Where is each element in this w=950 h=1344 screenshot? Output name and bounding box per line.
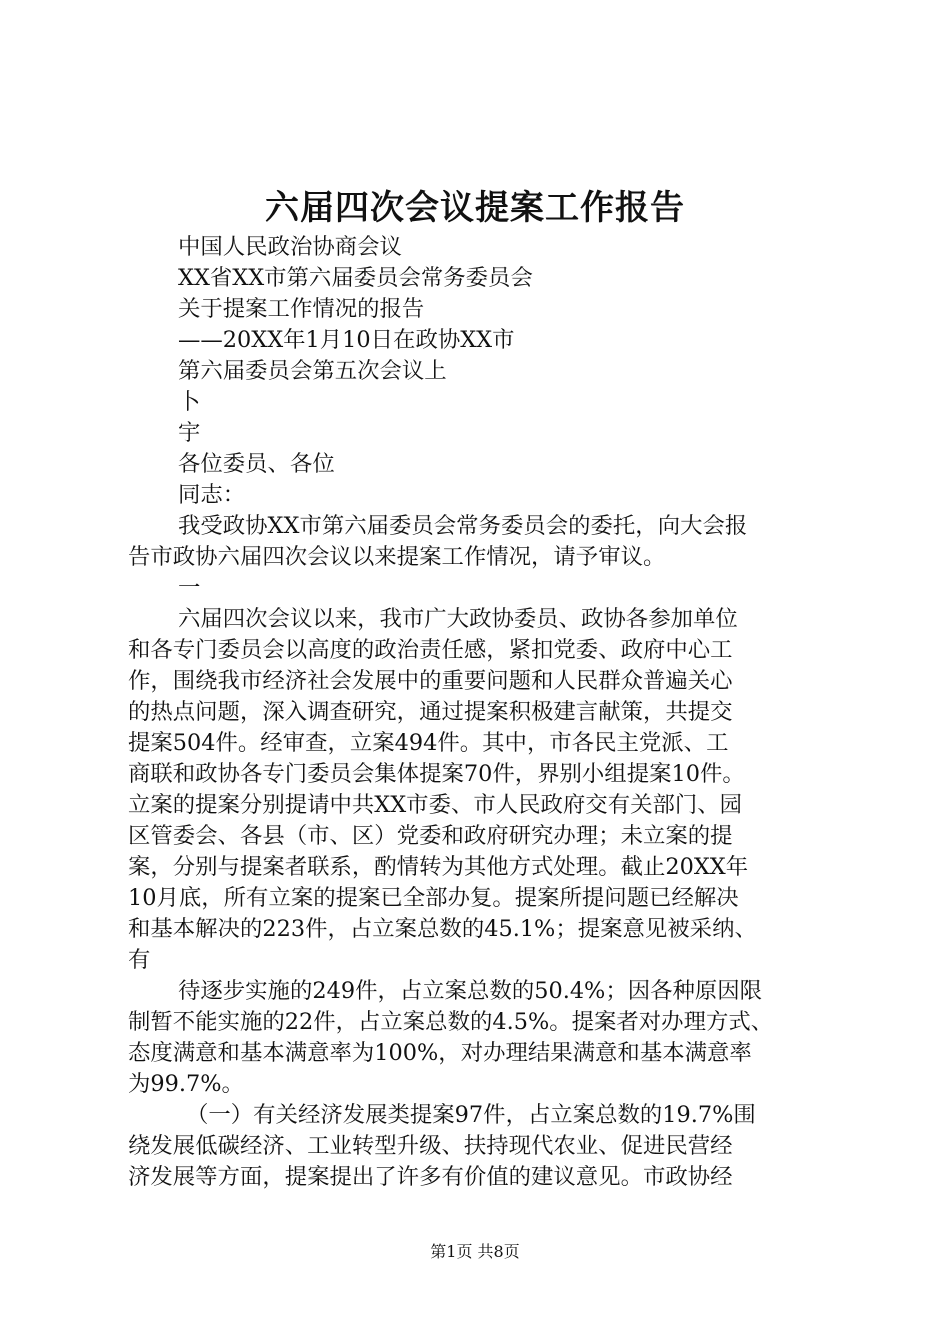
- document-title: 六届四次会议提案工作报告: [265, 188, 685, 228]
- text-line: 10月底，所有立案的提案已全部办复。提案所提问题已经解决: [128, 885, 739, 911]
- text-line: 宇: [178, 420, 201, 446]
- text-line: 为99.7%。: [128, 1071, 244, 1097]
- text-line: 济发展等方面，提案提出了许多有价值的建议意见。市政协经: [128, 1164, 733, 1190]
- text-line: 作，围绕我市经济社会发展中的重要问题和人民群众普遍关心: [128, 668, 733, 694]
- text-line: 区管委会、各县（市、区）党委和政府研究办理；未立案的提: [128, 823, 733, 849]
- text-line: 和各专门委员会以高度的政治责任感，紧扣党委、政府中心工: [128, 637, 733, 663]
- text-line: 中国人民政治协商会议: [178, 234, 402, 260]
- text-line: 和基本解决的223件，占立案总数的45.1%；提案意见被采纳、: [128, 916, 757, 942]
- text-line: 待逐步实施的249件，占立案总数的50.4%；因各种原因限: [178, 978, 763, 1004]
- text-line: 卜: [178, 389, 201, 415]
- text-line: 绕发展低碳经济、工业转型升级、扶持现代农业、促进民营经: [128, 1133, 733, 1159]
- text-line: 提案504件。经审查，立案494件。其中，市各民主党派、工: [128, 730, 729, 756]
- text-line: 有: [128, 947, 151, 973]
- text-line: 制暂不能实施的22件，占立案总数的4.5%。提案者对办理方式、: [128, 1009, 774, 1035]
- text-line: 六届四次会议以来，我市广大政协委员、政协各参加单位: [178, 606, 738, 632]
- document-body: [128, 232, 834, 1193]
- text-line: XX省XX市第六届委员会常务委员会: [178, 265, 533, 291]
- text-line: 同志：: [178, 482, 246, 508]
- text-line: ——20XX年1月10日在政协XX市: [178, 327, 515, 353]
- text-line: 各位委员、各位: [178, 451, 335, 477]
- text-line: 一: [178, 575, 201, 601]
- text-line: 我受政协XX市第六届委员会常务委员会的委托，向大会报: [178, 513, 748, 539]
- text-line: 态度满意和基本满意率为100%，对办理结果满意和基本满意率: [128, 1040, 752, 1066]
- text-line: （一）有关经济发展类提案97件，占立案总数的19.7%围: [186, 1102, 756, 1128]
- text-line: 案，分别与提案者联系，酌情转为其他方式处理。截止20XX年: [128, 854, 749, 880]
- text-line: 告市政协六届四次会议以来提案工作情况，请予审议。: [128, 544, 666, 570]
- text-line: 商联和政协各专门委员会集体提案70件，界别小组提案10件。: [128, 761, 745, 787]
- text-line: 立案的提案分别提请中共XX市委、市人民政府交有关部门、园: [128, 792, 743, 818]
- text-line: 第六届委员会第五次会议上: [178, 358, 447, 384]
- text-line: 的热点问题，深入调查研究，通过提案积极建言献策，共提交: [128, 699, 733, 725]
- text-line: 关于提案工作情况的报告: [178, 296, 425, 322]
- page-footer: 第1页 共8页: [430, 1242, 520, 1261]
